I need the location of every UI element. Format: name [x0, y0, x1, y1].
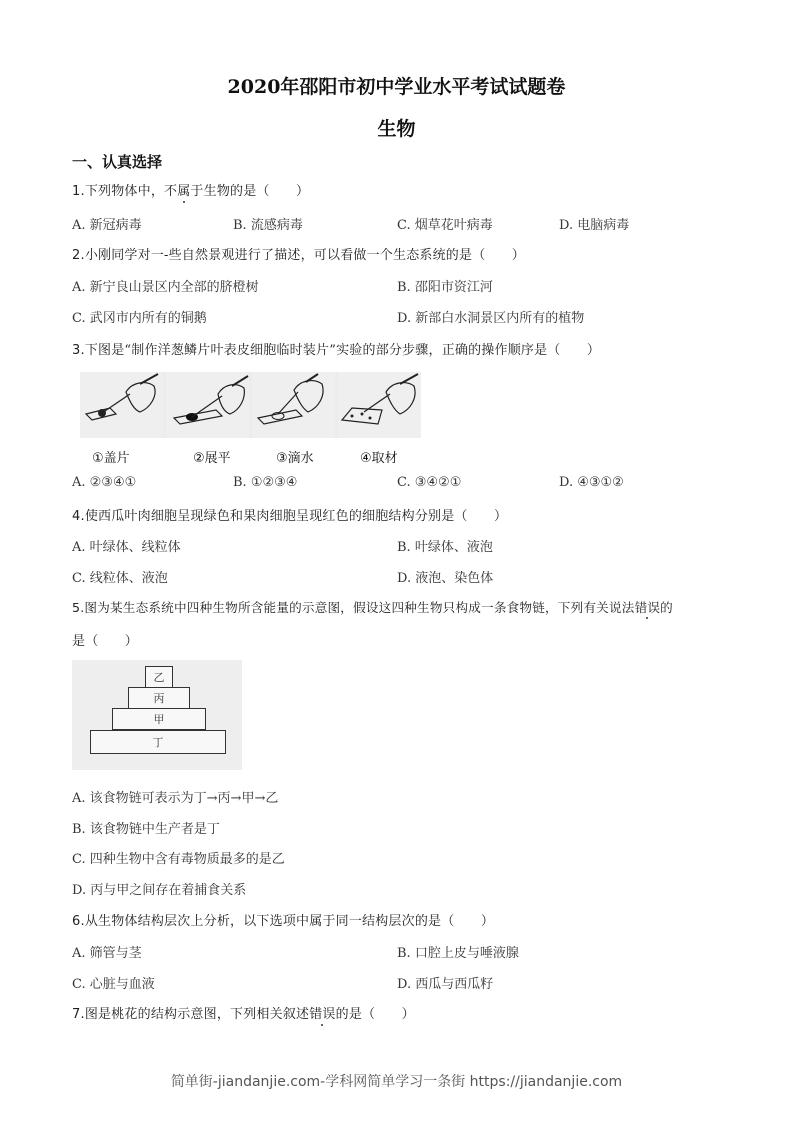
question-7: [72, 1003, 415, 1022]
question-number: 4.: [72, 509, 85, 524]
option-c[interactable]: C. 武冈市内所有的铜鹅: [72, 311, 207, 326]
question-2: [72, 244, 525, 263]
subject-title: 生物: [377, 118, 416, 140]
option-a[interactable]: A. 筛管与茎: [72, 946, 142, 961]
question-number: 1.: [72, 184, 85, 199]
section-heading: 一、认真选择: [72, 153, 163, 171]
exam-title: 2020年邵阳市初中学业水平考试试题卷: [227, 76, 566, 98]
question-number: 2.: [72, 248, 85, 263]
question-5: [72, 597, 673, 616]
emphasis-text: 错误: [634, 600, 661, 615]
question-6: [72, 910, 494, 929]
option-c[interactable]: C. 四种生物中含有毒物质最多的是乙: [72, 852, 285, 867]
question-text: 图是桃花的结构示意图，下列相关叙述: [84, 1007, 310, 1022]
question-text: 下列物体中，: [84, 184, 165, 199]
option-a[interactable]: A. ②③④①: [72, 475, 137, 490]
option-c[interactable]: C. 心脏与血液: [72, 977, 155, 992]
option-d[interactable]: D. 电脑病毒: [559, 218, 630, 233]
option-b[interactable]: B. 叶绿体、液泡: [397, 540, 493, 555]
question-text: 小刚同学对一-些自然景观进行了描述，可以看做一个生态系统的是（ ）: [84, 248, 526, 263]
step-image-drip-water: [252, 372, 335, 438]
option-d[interactable]: D. 丙与甲之间存在着捕食关系: [72, 883, 247, 898]
emphasis-text: 错误: [309, 1007, 336, 1022]
question-5-line2: 是（ ）: [72, 634, 139, 649]
question-number: 3.: [72, 343, 85, 358]
option-a[interactable]: A. 叶绿体、线粒体: [72, 540, 181, 555]
option-c[interactable]: C. ③④②①: [397, 475, 462, 490]
energy-pyramid-figure: [72, 660, 242, 770]
option-a[interactable]: A. 新宁良山景区内全部的脐橙树: [72, 280, 259, 295]
pyramid-level-base: 丁: [90, 730, 226, 754]
question-text: 使西瓜叶肉细胞呈现绿色和果肉细胞呈现红色的细胞结构分别是（ ）: [84, 509, 508, 524]
question-4: [72, 505, 507, 524]
pyramid-level-3: 甲: [112, 708, 206, 730]
step-image-flatten: [166, 372, 249, 438]
question-text: 的是（ ）: [335, 1007, 415, 1022]
figure-label-3: ③滴水: [276, 451, 314, 466]
question-text: 图为某生态系统中四种生物所含能量的示意图，假设这四种生物只构成一条食物链，下列有关说法: [84, 600, 635, 615]
question-text: 从生物体结构层次上分析，以下选项中属于同一结构层次的是（ ）: [84, 914, 495, 929]
question-1: [72, 180, 309, 199]
figure-label-2: ②展平: [193, 451, 231, 466]
option-b[interactable]: B. 该食物链中生产者是丁: [72, 822, 220, 837]
option-c[interactable]: C. 烟草花叶病毒: [397, 218, 493, 233]
option-d[interactable]: D. 液泡、染色体: [397, 571, 494, 586]
question-number: 7.: [72, 1007, 85, 1022]
experiment-steps-figure: [80, 372, 420, 438]
question-3: [72, 339, 600, 358]
option-d[interactable]: D. ④③①②: [559, 475, 624, 490]
option-a[interactable]: A. 该食物链可表示为丁→丙→甲→乙: [72, 791, 279, 806]
pyramid-level-top: 乙: [145, 666, 173, 688]
pyramid-level-2: 丙: [128, 687, 190, 709]
emphasis-text: 不属于: [164, 184, 204, 199]
question-text: 生物的是（ ）: [203, 184, 310, 199]
option-b[interactable]: B. ①②③④: [233, 475, 298, 490]
page-footer: 简单街-jiandanjie.com-学科网简单学习一条街 https://jiandanjie.com: [170, 1074, 623, 1090]
option-d[interactable]: D. 新部白水洞景区内所有的植物: [397, 311, 585, 326]
question-number: 5.: [72, 600, 85, 615]
option-d[interactable]: D. 西瓜与西瓜籽: [397, 977, 494, 992]
question-text: 下图是“制作洋葱鳞片叶表皮细胞临时装片”实验的部分步骤，正确的操作顺序是（ ）: [84, 343, 601, 358]
question-number: 6.: [72, 914, 85, 929]
step-image-cover-slip: [80, 372, 163, 438]
option-a[interactable]: A. 新冠病毒: [72, 218, 142, 233]
option-c[interactable]: C. 线粒体、液泡: [72, 571, 168, 586]
option-b[interactable]: B. 邵阳市资江河: [397, 280, 493, 295]
figure-label-1: ①盖片: [92, 451, 130, 466]
option-b[interactable]: B. 口腔上皮与唾液腺: [397, 946, 519, 961]
figure-label-4: ④取材: [360, 451, 398, 466]
option-b[interactable]: B. 流感病毒: [233, 218, 303, 233]
question-text: 的: [660, 600, 673, 615]
step-image-take-material: [338, 372, 421, 438]
